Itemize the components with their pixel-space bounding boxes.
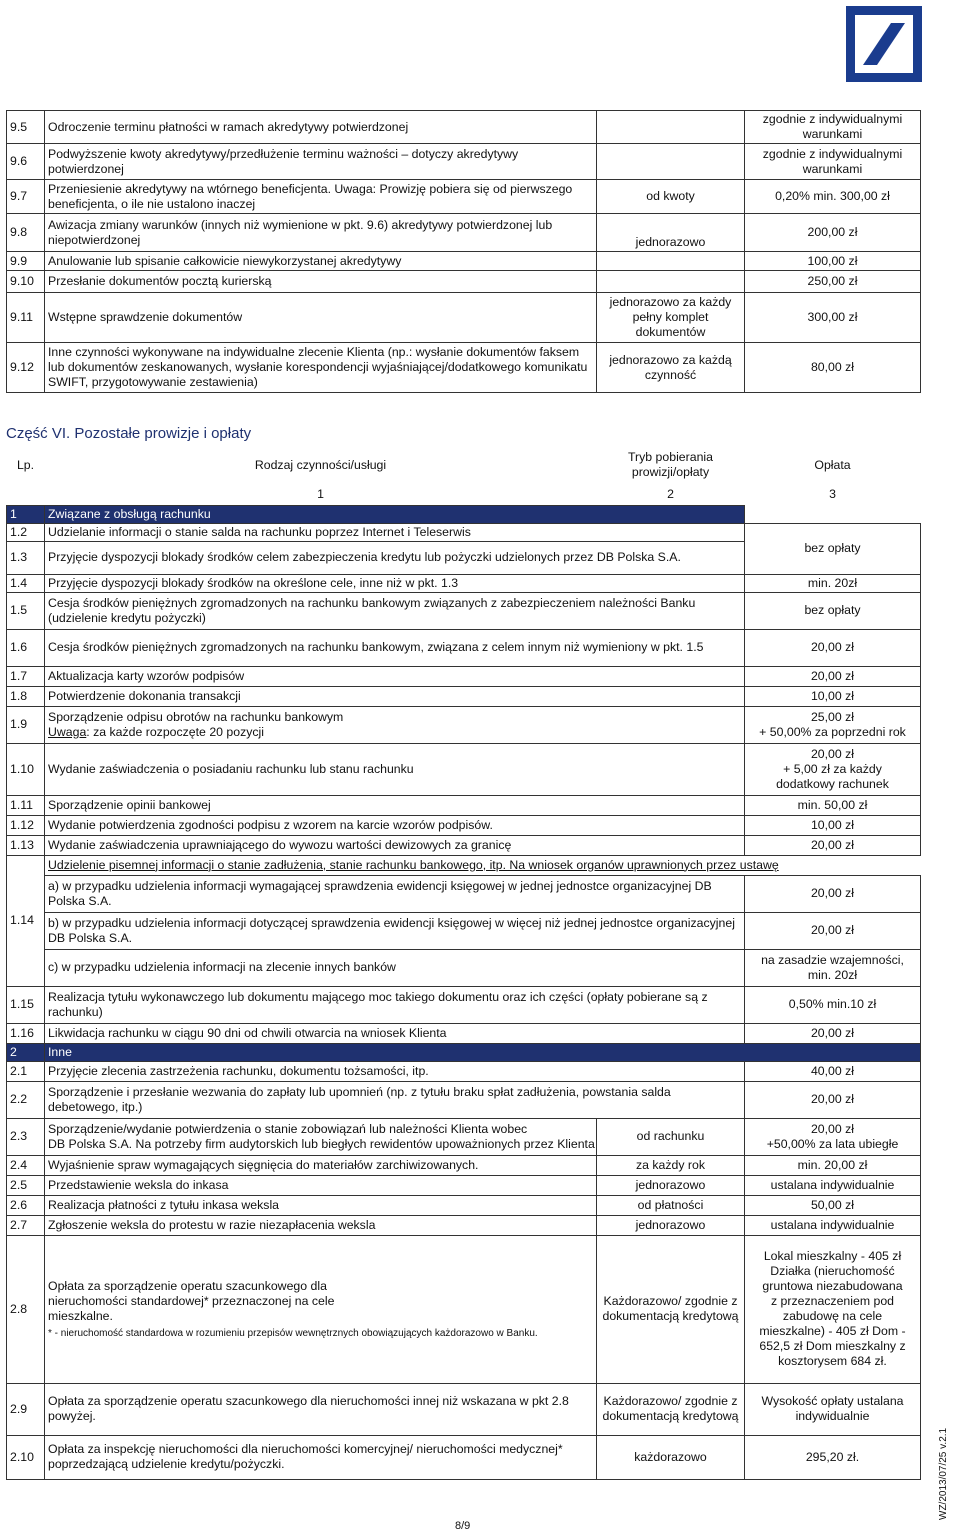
- row-fee: [745, 1118, 921, 1155]
- row-fee: 250,00 zł: [745, 271, 921, 293]
- row-mode: każdorazowo: [597, 1435, 745, 1479]
- row-number: 2.2: [7, 1081, 45, 1118]
- row-description: Cesja środków pieniężnych zgromadzonych na rachunku bankowym, związana z celem innym niż wymieniony w pkt. 1.5: [45, 629, 745, 666]
- fee-base: 20,00 zł: [810, 746, 855, 761]
- row-number: 2.9: [7, 1383, 45, 1435]
- row-description: Realizacja tytułu wykonawczego lub dokumentu mającego moc takiego dokumentu oraz ich części (opłaty pobierane są z rachunku): [45, 986, 745, 1023]
- row-description: a) w przypadku udzielenia informacji wymagającej sprawdzenia ewidencji księgowej w jednej jednostce organizacyjnej DB Polska S.A.: [45, 875, 745, 912]
- row-fee: 100,00 zł: [745, 252, 921, 271]
- fee-extra: + 5,00 zł za każdy dodatkowy rachunek: [776, 761, 889, 791]
- row-description: Wydanie zaświadczenia uprawniającego do wywozu wartości dewizowych za granicę: [45, 835, 745, 855]
- row-description: b) w przypadku udzielenia informacji dotyczącej sprawdzenia ewidencji księgowej w więcej niż jednej jednostce organizacyjnej DB Polska S.A.: [45, 912, 745, 949]
- row-fee: 0,20% min. 300,00 zł: [745, 180, 921, 214]
- row-mode: od rachunku: [597, 1118, 745, 1155]
- header-col-1: 1: [317, 486, 324, 501]
- slash-icon: [855, 15, 913, 73]
- fee-base: 20,00 zł: [810, 1121, 855, 1136]
- table-row: [7, 1175, 921, 1195]
- row-fee: 20,00 zł: [745, 912, 921, 949]
- row-number: 1.11: [7, 795, 45, 815]
- row-fee: 295,20 zł.: [745, 1435, 921, 1479]
- row-fee: 20,00 zł: [745, 1023, 921, 1043]
- row-number: 1.12: [7, 815, 45, 835]
- row-fee: 10,00 zł: [745, 686, 921, 706]
- row-fee: ustalana indywidualnie: [745, 1175, 921, 1195]
- row-number: 2.6: [7, 1195, 45, 1215]
- row-description: Przyjęcie zlecenia zastrzeżenia rachunku, dokumentu tożsamości, itp.: [45, 1061, 745, 1081]
- row-mode: od kwoty: [597, 180, 745, 214]
- row-description: Likwidacja rachunku w ciągu 90 dni od chwili otwarcia na wniosek Klienta: [45, 1023, 745, 1043]
- header-col-2: 2: [667, 486, 674, 501]
- row-number: 1.4: [7, 574, 45, 592]
- row-mode: jednorazowo: [597, 1175, 745, 1195]
- page-number: 8/9: [455, 1520, 471, 1532]
- row-fee: min. 20,00 zł: [745, 1155, 921, 1175]
- table-row: [7, 986, 921, 1023]
- row-description: Odroczenie terminu płatności w ramach akredytywy potwierdzonej: [45, 111, 597, 144]
- table-row: [7, 743, 921, 795]
- row-description-text: Opłata za sporządzenie operatu szacunkowego dla nieruchomości standardowej* przeznaczonej na cele mieszkalne.: [48, 1278, 335, 1323]
- row-mode: Każdorazowo/ zgodnie z dokumentacją kredytową: [597, 1235, 745, 1383]
- table-row: [7, 1435, 921, 1479]
- row-description-text: Sporządzenie odpisu obrotów na rachunku bankowym: [48, 709, 344, 724]
- row-description: [45, 1118, 597, 1155]
- section-title: Związane z obsługą rachunku: [45, 505, 745, 523]
- header-row: [7, 446, 921, 484]
- row-heading: [45, 855, 921, 875]
- row-mode: jednorazowo za każdą czynność: [597, 343, 745, 393]
- letters-of-credit-table: [6, 110, 921, 393]
- section-title: Część VI. Pozostałe prowizje i opłaty: [6, 425, 252, 442]
- table-row: [7, 686, 921, 706]
- table-row: [7, 795, 921, 815]
- other-fees-table: [6, 446, 921, 1480]
- header-kind: Rodzaj czynności/usługi: [254, 457, 387, 472]
- row-number: 1.8: [7, 686, 45, 706]
- row-number: 2.7: [7, 1215, 45, 1235]
- row-mode: jednorazowo: [597, 214, 745, 252]
- row-description: [45, 706, 745, 743]
- row-footnote: * - nieruchomość standardowa w rozumieniu przepisów wewnętrznych obowiązujących każdorazowo w Banku.: [48, 1327, 538, 1339]
- table-row: [7, 214, 921, 252]
- row-fee: bez opłaty: [745, 592, 921, 629]
- table-row: [7, 912, 921, 949]
- table-row: [7, 1081, 921, 1118]
- table-row: [7, 343, 921, 393]
- table-row: [7, 592, 921, 629]
- row-number: 9.10: [7, 271, 45, 293]
- row-description: Przedstawienie weksla do inkasa: [45, 1175, 597, 1195]
- row-description: Przyjęcie dyspozycji blokady środków celem zabezpieczenia kredytu lub pożyczki udzielonych przez DB Polska S.A.: [45, 541, 745, 574]
- row-description-line: DB Polska S.A. Na potrzeby firm audytorskich lub biegłych rewidentów upoważnionych przez Klienta: [48, 1136, 595, 1151]
- row-description: Sporządzenie opinii bankowej: [45, 795, 745, 815]
- row-fee: zgodnie z indywidualnymi warunkami: [745, 144, 921, 180]
- section-number: 2: [7, 1043, 45, 1061]
- row-description: Inne czynności wykonywane na indywidualne zlecenie Klienta (np.: wysłanie dokumentów faksem lub dokumentów zeskanowanych, wysłanie korespondencji wyjaśniającej/dodatkowego komunikatu SWIFT, przygotowywanie zestawienia): [45, 343, 597, 393]
- row-number: 2.8: [7, 1235, 45, 1383]
- fee-extra: +50,00% za lata ubiegłe: [766, 1136, 899, 1151]
- row-number: 1.16: [7, 1023, 45, 1043]
- table-row: [7, 666, 921, 686]
- table-row: [7, 949, 921, 986]
- row-fee: zgodnie z indywidualnymi warunkami: [745, 111, 921, 144]
- row-number: 2.1: [7, 1061, 45, 1081]
- table-row: [7, 855, 921, 875]
- fee-base: 25,00 zł: [810, 709, 855, 724]
- header-numbers-row: [7, 484, 921, 505]
- table-row: [7, 1235, 921, 1383]
- row-description: Wyjaśnienie spraw wymagających sięgnięcia do materiałów zarchiwizowanych.: [45, 1155, 597, 1175]
- row-number: 1.14: [7, 855, 45, 986]
- row-description: Przesłanie dokumentów pocztą kurierską: [45, 271, 597, 293]
- row-number: 1.10: [7, 743, 45, 795]
- row-description: Udzielanie informacji o stanie salda na rachunku poprzez Internet i Teleserwis: [45, 523, 745, 541]
- row-description: Anulowanie lub spisanie całkowicie niewykorzystanej akredytywy: [45, 252, 597, 271]
- row-fee: 20,00 zł: [745, 629, 921, 666]
- row-mode: jednorazowo za każdy pełny komplet dokumentów: [597, 293, 745, 343]
- section-row: [7, 505, 921, 523]
- row-mode: [597, 144, 745, 180]
- row-mode: [597, 252, 745, 271]
- header-lp: Lp.: [16, 457, 35, 472]
- note-text: : za każde rozpoczęte 20 pozycji: [86, 724, 264, 739]
- table-row: [7, 1215, 921, 1235]
- row-fee: [745, 743, 921, 795]
- table-row: [7, 1383, 921, 1435]
- header-col-3: 3: [829, 487, 836, 501]
- row-fee: 20,00 zł: [745, 666, 921, 686]
- row-number: 2.5: [7, 1175, 45, 1195]
- row-number: 9.12: [7, 343, 45, 393]
- row-description: Przyjęcie dyspozycji blokady środków na określone cele, inne niż w pkt. 1.3: [45, 574, 745, 592]
- section-title: Inne: [45, 1043, 921, 1061]
- row-fee: min. 50,00 zł: [745, 795, 921, 815]
- row-fee: 20,00 zł: [745, 835, 921, 855]
- row-number: 9.5: [7, 111, 45, 144]
- row-number: 1.15: [7, 986, 45, 1023]
- row-number: 1.3: [7, 541, 45, 574]
- row-note: [48, 725, 741, 740]
- table-row: [7, 111, 921, 144]
- row-number: 9.7: [7, 180, 45, 214]
- table-row: [7, 523, 921, 541]
- row-description: Sporządzenie i przesłanie wezwania do zapłaty lub upomnień (np. z tytułu braku spłat zadłużenia, powstania salda debetowego, itp.): [45, 1081, 745, 1118]
- table-row: [7, 875, 921, 912]
- row-number: 1.5: [7, 592, 45, 629]
- table-row: [7, 1155, 921, 1175]
- row-description: Awizacja zmiany warunków (innych niż wymienione w pkt. 9.6) akredytywy potwierdzonej lub niepotwierdzonej: [45, 214, 597, 252]
- header-mode: Tryb pobierania prowizji/opłaty: [628, 450, 713, 479]
- row-fee: 80,00 zł: [745, 343, 921, 393]
- row-description: [45, 1235, 597, 1383]
- row-fee: 300,00 zł: [745, 293, 921, 343]
- row-mode: jednorazowo: [597, 1215, 745, 1235]
- row-number: 1.7: [7, 666, 45, 686]
- row-description: c) w przypadku udzielenia informacji na zlecenie innych banków: [45, 949, 745, 986]
- table-row: [7, 180, 921, 214]
- table-row: [7, 271, 921, 293]
- row-mode: za każdy rok: [597, 1155, 745, 1175]
- header-fee: Opłata: [814, 457, 851, 472]
- row-description: Cesja środków pieniężnych zgromadzonych na rachunku bankowym związanych z zabezpieczeniem należności Banku (udzielenie kredytu pożyczki): [45, 592, 745, 629]
- table-row: [7, 1061, 921, 1081]
- row-description: Wstępne sprawdzenie dokumentów: [45, 293, 597, 343]
- row-description: Realizacja płatności z tytułu inkasa weksla: [45, 1195, 597, 1215]
- row-fee: [745, 706, 921, 743]
- row-number: 2.3: [7, 1118, 45, 1155]
- section-row: [7, 1043, 921, 1061]
- row-fee: 0,50% min.10 zł: [745, 986, 921, 1023]
- row-mode: Każdorazowo/ zgodnie z dokumentacją kredytową: [597, 1383, 745, 1435]
- row-number: 9.11: [7, 293, 45, 343]
- row-mode: od płatności: [597, 1195, 745, 1215]
- table-row: [7, 1023, 921, 1043]
- table-row: [7, 815, 921, 835]
- table-row: [7, 1118, 921, 1155]
- table-row: [7, 574, 921, 592]
- row-number: 2.4: [7, 1155, 45, 1175]
- row-description: Podwyższenie kwoty akredytywy/przedłużenie terminu ważności – dotyczy akredytywy potwierdzonej: [45, 144, 597, 180]
- deutsche-bank-logo: [846, 6, 922, 82]
- row-description-line: Sporządzenie/wydanie potwierdzenia o stanie zobowiązań lub należności Klienta wobec: [48, 1121, 528, 1136]
- row-number: 2.10: [7, 1435, 45, 1479]
- row-number: 9.6: [7, 144, 45, 180]
- section-number: 1: [7, 505, 45, 523]
- table-row: [7, 144, 921, 180]
- row-fee: 20,00 zł: [745, 875, 921, 912]
- table-row: [7, 629, 921, 666]
- row-fee: Lokal mieszkalny - 405 zł Działka (nieruchomość gruntowa niezabudowana z przeznaczeniem pod zabudowę na cele mieszkalne) - 405 zł Dom - 652,5 zł Dom mieszkalny z kosztorysem 684 zł.: [745, 1235, 921, 1383]
- table-row: [7, 706, 921, 743]
- note-label: Uwaga: [48, 724, 87, 739]
- fee-extra: + 50,00% za poprzedni rok: [759, 724, 906, 739]
- row-number: 9.9: [7, 252, 45, 271]
- row-fee: na zasadzie wzajemności, min. 20zł: [745, 949, 921, 986]
- row-fee: 200,00 zł: [745, 214, 921, 252]
- row-description: Potwierdzenie dokonania transakcji: [45, 686, 745, 706]
- table-row: [7, 835, 921, 855]
- table-row: [7, 1195, 921, 1215]
- row-description: Przeniesienie akredytywy na wtórnego beneficjenta. Uwaga: Prowizję pobiera się od pierwszego beneficjenta, o ile nie ustalono inaczej: [45, 180, 597, 214]
- row-fee: ustalana indywidualnie: [745, 1215, 921, 1235]
- row-fee: 10,00 zł: [745, 815, 921, 835]
- row-number: 1.13: [7, 835, 45, 855]
- table-row: [7, 252, 921, 271]
- row-description: Aktualizacja karty wzorów podpisów: [45, 666, 745, 686]
- row-mode: [597, 271, 745, 293]
- document-code: WZ/2013/07/25 v.2.1: [938, 1427, 949, 1520]
- row-number: 1.9: [7, 706, 45, 743]
- row-fee: 50,00 zł: [745, 1195, 921, 1215]
- row-mode: [597, 111, 745, 144]
- heading-text: Udzielenie pisemnej informacji o stanie zadłużenia, stanie rachunku bankowego, itp. Na wniosek organów uprawnionych przez ustawę: [48, 857, 779, 872]
- table-row: [7, 293, 921, 343]
- row-number: 1.2: [7, 523, 45, 541]
- row-description: Wydanie potwierdzenia zgodności podpisu z wzorem na karcie wzorów podpisów.: [45, 815, 745, 835]
- row-description: Wydanie zaświadczenia o posiadaniu rachunku lub stanu rachunku: [45, 743, 745, 795]
- row-fee: Wysokość opłaty ustalana indywidualnie: [745, 1383, 921, 1435]
- row-description: Opłata za inspekcję nieruchomości dla nieruchomości komercyjnej/ nieruchomości medycznej* poprzedzającą udzielenie kredytu/pożyczki.: [45, 1435, 597, 1479]
- row-fee: min. 20zł: [745, 574, 921, 592]
- row-fee: 40,00 zł: [745, 1061, 921, 1081]
- row-number: 9.8: [7, 214, 45, 252]
- row-description: Opłata za sporządzenie operatu szacunkowego dla nieruchomości innej niż wskazana w pkt 2.8 powyżej.: [45, 1383, 597, 1435]
- row-description: Zgłoszenie weksla do protestu w razie niezapłacenia weksla: [45, 1215, 597, 1235]
- row-fee: bez opłaty: [745, 523, 921, 574]
- row-number: 1.6: [7, 629, 45, 666]
- row-fee: 20,00 zł: [745, 1081, 921, 1118]
